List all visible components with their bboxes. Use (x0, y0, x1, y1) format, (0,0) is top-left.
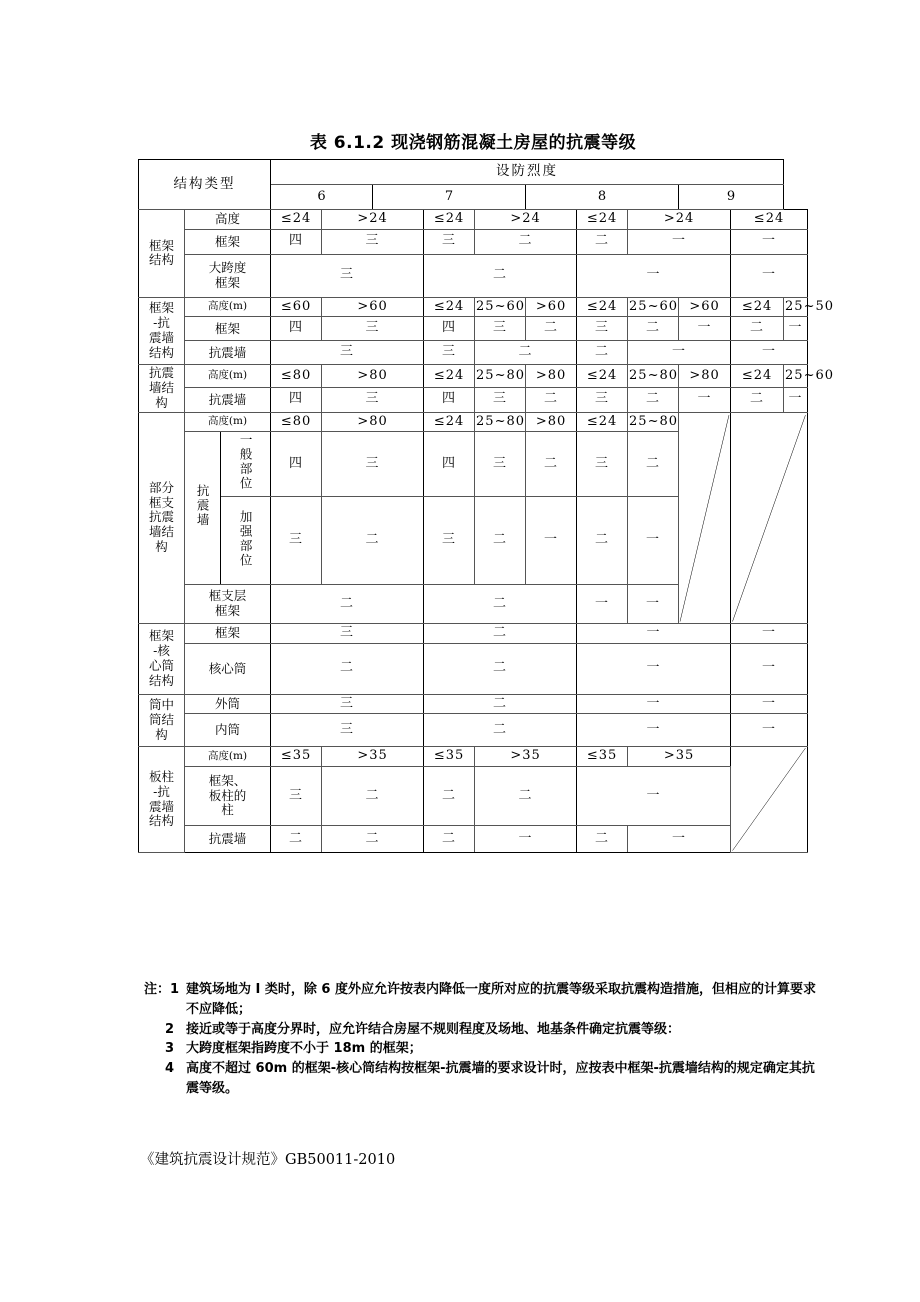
note-item (144, 980, 824, 1020)
note-item (144, 1020, 824, 1040)
section-core-frame-row (139, 624, 808, 644)
cell-grade: 三 (475, 317, 526, 341)
diagonal-strike-icon (679, 413, 730, 624)
header-structure-type: 结构类型 (139, 160, 271, 210)
cell-grade: 四 (424, 317, 475, 341)
cell-h: ≤35 (271, 747, 322, 767)
cell-grade: 三 (271, 694, 424, 714)
cell-h: 25~60 (475, 297, 526, 317)
cell-h: ≤60 (271, 297, 322, 317)
cell-grade: 三 (271, 624, 424, 644)
section-frame-wall-wall-row (139, 341, 808, 365)
header-degree-8: 8 (526, 185, 679, 210)
row-label-long-span-frame: 大跨度 框架 (185, 254, 271, 297)
note-text: 高度不超过 60m 的框架-核心筒结构按框架-抗震墙的要求设计时，应按表中框架-抗震墙结构的规定确定其抗震等级。 (186, 1061, 815, 1096)
cell-grade: 二 (424, 585, 577, 624)
blank-cell-diagonal-8 (679, 412, 731, 624)
cell-h: 25~80 (475, 365, 526, 387)
cell-grade: 二 (577, 826, 628, 853)
row-label-frame: 框架 (185, 317, 271, 341)
row-label-strengthened-part (221, 497, 271, 585)
note-text: 大跨度框架指跨度不小于 18m 的框架； (186, 1041, 422, 1057)
row-label-height-m: 高度(m) (185, 297, 271, 317)
cell-h: ≤24 (731, 365, 784, 387)
cell-h: ≤24 (424, 365, 475, 387)
cell-h: ≤24 (577, 412, 628, 432)
cell-grade: 一 (628, 826, 731, 853)
cell-grade: 二 (322, 497, 424, 585)
cell-grade: 一 (628, 497, 679, 585)
cell-h: ≤24 (577, 297, 628, 317)
cell-grade: 一 (577, 585, 628, 624)
note-item (144, 1039, 824, 1059)
row-label-frame: 框架 (185, 624, 271, 644)
cell-h: 25~80 (628, 412, 679, 432)
row-label-shear-wall: 抗震墙 (185, 387, 271, 412)
header-degree-9: 9 (679, 185, 784, 210)
section-label-shear-wall-structure: 抗震 墙结 构 (139, 365, 185, 412)
cell-grade: 三 (271, 341, 424, 365)
cell-h: >35 (322, 747, 424, 767)
cell-h: >60 (526, 297, 577, 317)
header-degree-6: 6 (271, 185, 373, 210)
cell-grade: 一 (731, 624, 808, 644)
row-label-frame-support-story-frame: 框支层 框架 (185, 585, 271, 624)
cell-grade: 三 (271, 767, 322, 826)
cell-h: ≤24 (731, 297, 784, 317)
cell-h: >80 (322, 412, 424, 432)
cell-grade: 一 (731, 714, 808, 747)
cell-grade: 一 (731, 254, 808, 297)
row-label-shear-wall: 抗震墙 (185, 341, 271, 365)
cell-h: ≤24 (424, 210, 475, 230)
section-partial-height-row (139, 412, 808, 432)
header-intensity: 设防烈度 (271, 160, 784, 185)
cell-grade: 三 (322, 432, 424, 497)
cell-grade: 四 (424, 387, 475, 412)
cell-grade: 一 (577, 254, 731, 297)
cell-grade: 三 (424, 497, 475, 585)
cell-grade: 二 (322, 767, 424, 826)
cell-grade: 四 (271, 387, 322, 412)
cell-grade: 二 (475, 229, 577, 254)
blank-cell-diagonal-slab-9 (731, 747, 808, 853)
section-tube-outer-row (139, 694, 808, 714)
cell-h: ≤35 (577, 747, 628, 767)
cell-grade: 三 (322, 317, 424, 341)
cell-grade: 四 (271, 317, 322, 341)
cell-grade: 二 (424, 624, 577, 644)
cell-grade: 二 (577, 341, 628, 365)
cell-grade: 一 (679, 387, 731, 412)
cell-grade: 二 (526, 432, 577, 497)
source-reference: 《建筑抗震设计规范》GB50011-2010 (140, 1152, 396, 1168)
section-frame-wall-frame-row (139, 317, 808, 341)
row-label-outer-tube: 外筒 (185, 694, 271, 714)
cell-grade: 三 (475, 432, 526, 497)
cell-grade: 二 (424, 767, 475, 826)
cell-grade: 一 (577, 624, 731, 644)
section-label-partial-frame-supported: 部分 框支 抗震 墙结 构 (139, 412, 185, 624)
notes-label (144, 980, 186, 1000)
table-title: 表 6.1.2 现浇钢筋混凝土房屋的抗震等级 (309, 133, 637, 153)
section-tube-inner-row (139, 714, 808, 747)
cell-h: >24 (322, 210, 424, 230)
cell-grade: 一 (628, 229, 731, 254)
cell-grade: 三 (424, 341, 475, 365)
table-header-row-1 (139, 160, 808, 185)
cell-h: >60 (679, 297, 731, 317)
section-label-frame-core-tube: 框架 -核 心筒 结构 (139, 624, 185, 695)
cell-h: ≤24 (731, 210, 808, 230)
cell-grade: 三 (577, 387, 628, 412)
row-label-inner-tube: 内筒 (185, 714, 271, 747)
row-label-height-m: 高度(m) (185, 412, 271, 432)
row-label-frame-slab-column: 框架、 板柱的 柱 (185, 767, 271, 826)
note-item (144, 1059, 824, 1099)
cell-h: 25~80 (475, 412, 526, 432)
notes-label-text: 注： (144, 982, 171, 997)
row-label-shear-wall: 抗震墙 (185, 826, 271, 853)
note-number: 1 (170, 982, 180, 997)
cell-grade: 四 (424, 432, 475, 497)
cell-grade: 二 (526, 317, 577, 341)
section-frame-frame-row (139, 229, 808, 254)
cell-grade: 二 (322, 826, 424, 853)
diagonal-strike-icon (731, 413, 807, 624)
cell-grade: 一 (731, 341, 808, 365)
cell-grade: 二 (526, 387, 577, 412)
cell-grade: 二 (731, 387, 784, 412)
cell-h: ≤24 (424, 412, 475, 432)
cell-grade: 一 (577, 714, 731, 747)
cell-grade: 一 (731, 694, 808, 714)
section-label-frame: 框架 结构 (139, 210, 185, 298)
section-slab-column-col-row (139, 767, 808, 826)
cell-grade: 一 (526, 497, 577, 585)
cell-h: >80 (526, 365, 577, 387)
cell-grade: 一 (628, 585, 679, 624)
cell-h: ≤24 (577, 210, 628, 230)
cell-grade: 二 (271, 643, 424, 694)
cell-grade: 一 (577, 643, 731, 694)
cell-grade: 三 (475, 387, 526, 412)
cell-grade: 一 (577, 767, 731, 826)
cell-grade: 三 (271, 497, 322, 585)
cell-grade: 一 (731, 643, 808, 694)
cell-h: ≤24 (424, 297, 475, 317)
cell-h: >24 (628, 210, 731, 230)
cell-grade: 一 (784, 317, 808, 341)
blank-cell-diagonal-9 (731, 412, 808, 624)
cell-grade: 三 (322, 387, 424, 412)
cell-grade: 二 (628, 317, 679, 341)
section-core-tube-row (139, 643, 808, 694)
section-label-slab-column-wall: 板柱 -抗 震墙 结构 (139, 747, 185, 853)
section-frame-wall-height-row (139, 297, 808, 317)
section-frame-height-row (139, 210, 808, 230)
section-wall-height-row (139, 365, 808, 387)
section-wall-wall-row (139, 387, 808, 412)
cell-h: ≤35 (424, 747, 475, 767)
note-number: 4 (164, 1061, 174, 1076)
cell-h: 25~60 (784, 365, 808, 387)
cell-grade: 三 (271, 714, 424, 747)
cell-h: 25~50 (784, 297, 808, 317)
cell-grade: 二 (424, 643, 577, 694)
header-degree-7: 7 (373, 185, 526, 210)
cell-grade: 二 (577, 229, 628, 254)
row-label-frame: 框架 (185, 229, 271, 254)
cell-grade: 三 (577, 317, 628, 341)
row-label-core-tube: 核心筒 (185, 643, 271, 694)
cell-grade: 二 (424, 826, 475, 853)
row-label-height: 高度 (185, 210, 271, 230)
cell-grade: 二 (424, 714, 577, 747)
cell-h: >60 (322, 297, 424, 317)
cell-grade: 三 (271, 254, 424, 297)
cell-grade: 一 (784, 387, 808, 412)
cell-h: 25~60 (628, 297, 679, 317)
cell-grade: 二 (271, 826, 322, 853)
section-label-tube-in-tube: 筒中 筒结 构 (139, 694, 185, 747)
cell-h: ≤24 (271, 210, 322, 230)
row-label-shear-wall-text: 抗震墙 (195, 484, 211, 528)
cell-grade: 二 (731, 317, 784, 341)
section-slab-column-wall-row (139, 826, 808, 853)
cell-grade: 三 (577, 432, 628, 497)
seismic-grade-table (138, 159, 835, 853)
cell-grade: 二 (475, 767, 577, 826)
section-slab-column-height-row (139, 747, 808, 767)
cell-grade: 四 (271, 432, 322, 497)
cell-h: ≤80 (271, 412, 322, 432)
cell-grade: 二 (424, 254, 577, 297)
row-label-general-part (221, 432, 271, 497)
section-label-frame-shear-wall: 框架 -抗 震墙 结构 (139, 297, 185, 365)
note-number: 3 (164, 1041, 174, 1057)
cell-grade: 二 (424, 694, 577, 714)
note-text: 接近或等于高度分界时，应允许结合房屋不规则程度及场地、地基条件确定抗震等级： (186, 1021, 681, 1037)
row-label-height-m: 高度(m) (185, 747, 271, 767)
diagonal-strike-icon (731, 747, 807, 852)
cell-h: ≤80 (271, 365, 322, 387)
cell-grade: 一 (577, 694, 731, 714)
cell-h: >24 (475, 210, 577, 230)
cell-grade: 四 (271, 229, 322, 254)
cell-grade: 二 (628, 387, 679, 412)
cell-grade: 一 (679, 317, 731, 341)
cell-grade: 二 (628, 432, 679, 497)
row-label-general-part-text: 一般部位 (238, 433, 254, 492)
note-number: 2 (164, 1021, 174, 1037)
cell-grade: 一 (628, 341, 731, 365)
notes-block (144, 980, 824, 1099)
cell-h: >80 (679, 365, 731, 387)
note-text: 建筑场地为 I 类时，除 6 度外应允许按表内降低一度所对应的抗震等级采取抗震构造措施，但相应的计算要求不应降低； (186, 982, 816, 1017)
cell-h: >80 (526, 412, 577, 432)
cell-h: >35 (475, 747, 577, 767)
row-label-strengthened-part-text: 加强部位 (238, 509, 254, 568)
row-label-shear-wall-vertical (185, 432, 221, 585)
row-label-height-m: 高度(m) (185, 365, 271, 387)
cell-grade: 二 (577, 497, 628, 585)
cell-grade: 一 (475, 826, 577, 853)
cell-h: 25~80 (628, 365, 679, 387)
cell-grade: 三 (322, 229, 424, 254)
cell-h: >35 (628, 747, 731, 767)
section-frame-longspan-row (139, 254, 808, 297)
cell-grade: 一 (731, 229, 808, 254)
cell-grade: 二 (475, 497, 526, 585)
cell-grade: 三 (424, 229, 475, 254)
cell-h: ≤24 (577, 365, 628, 387)
cell-grade: 二 (475, 341, 577, 365)
cell-grade: 二 (271, 585, 424, 624)
cell-h: >80 (322, 365, 424, 387)
